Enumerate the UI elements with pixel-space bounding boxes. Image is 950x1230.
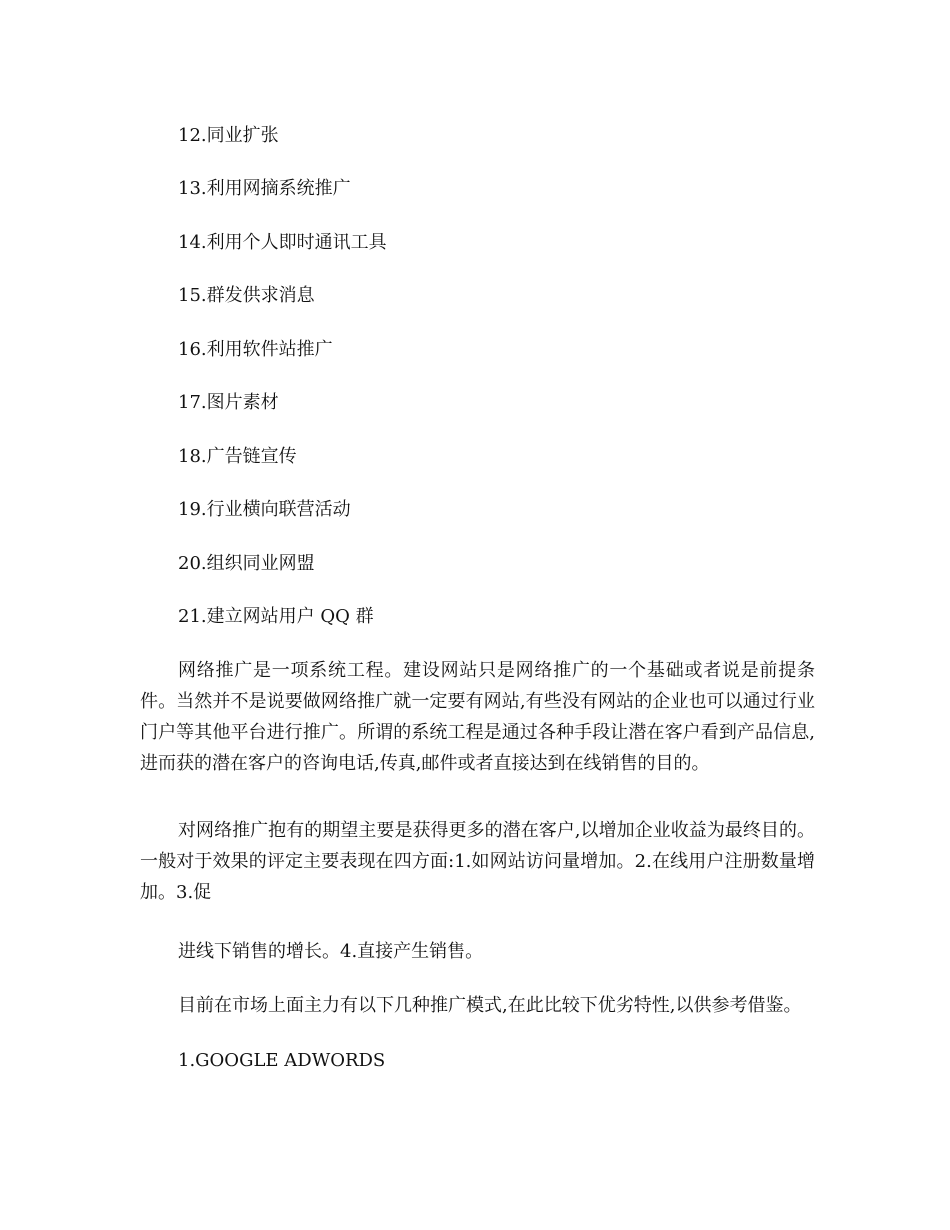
- list-item: 14.利用个人即时通讯工具: [178, 232, 387, 253]
- list-item: 12.同业扩张: [178, 125, 279, 146]
- list-item: 13.利用网摘系统推广: [178, 178, 351, 199]
- list-item: 15.群发供求消息: [178, 285, 315, 306]
- list-item: 21.建立网站用户 QQ 群: [178, 606, 374, 627]
- list-item: 20.组织同业网盟: [178, 553, 315, 574]
- list-item: 18.广告链宣传: [178, 446, 297, 467]
- section-item: 1.GOOGLE ADWORDS: [178, 1050, 386, 1071]
- continuation-line: 进线下销售的增长。4.直接产生销售。: [178, 941, 484, 962]
- list-item: 19.行业横向联营活动: [178, 499, 351, 520]
- list-item: 17.图片素材: [178, 392, 279, 413]
- body-paragraph: 对网络推广抱有的期望主要是获得更多的潜在客户,以增加企业收益为最终目的。一般对于效果的评定主要表现在四方面:1.如网站访问量增加。2.在线用户注册数量增加。3.促: [140, 820, 815, 903]
- list-item: 16.利用软件站推广: [178, 339, 333, 360]
- intro-line: 目前在市场上面主力有以下几种推广模式,在此比较下优劣特性,以供参考借鉴。: [178, 995, 802, 1016]
- body-paragraph: 网络推广是一项系统工程。建设网站只是网络推广的一个基础或者说是前提条件。当然并不是说要做网络推广就一定要有网站,有些没有网站的企业也可以通过行业门户等其他平台进行推广。所谓的系统工程是通过各种手段让潜在客户看到产品信息,进而获的潜在客户的咨询电话,传真,邮件或者直接达到在线销售的目的。: [140, 660, 815, 774]
